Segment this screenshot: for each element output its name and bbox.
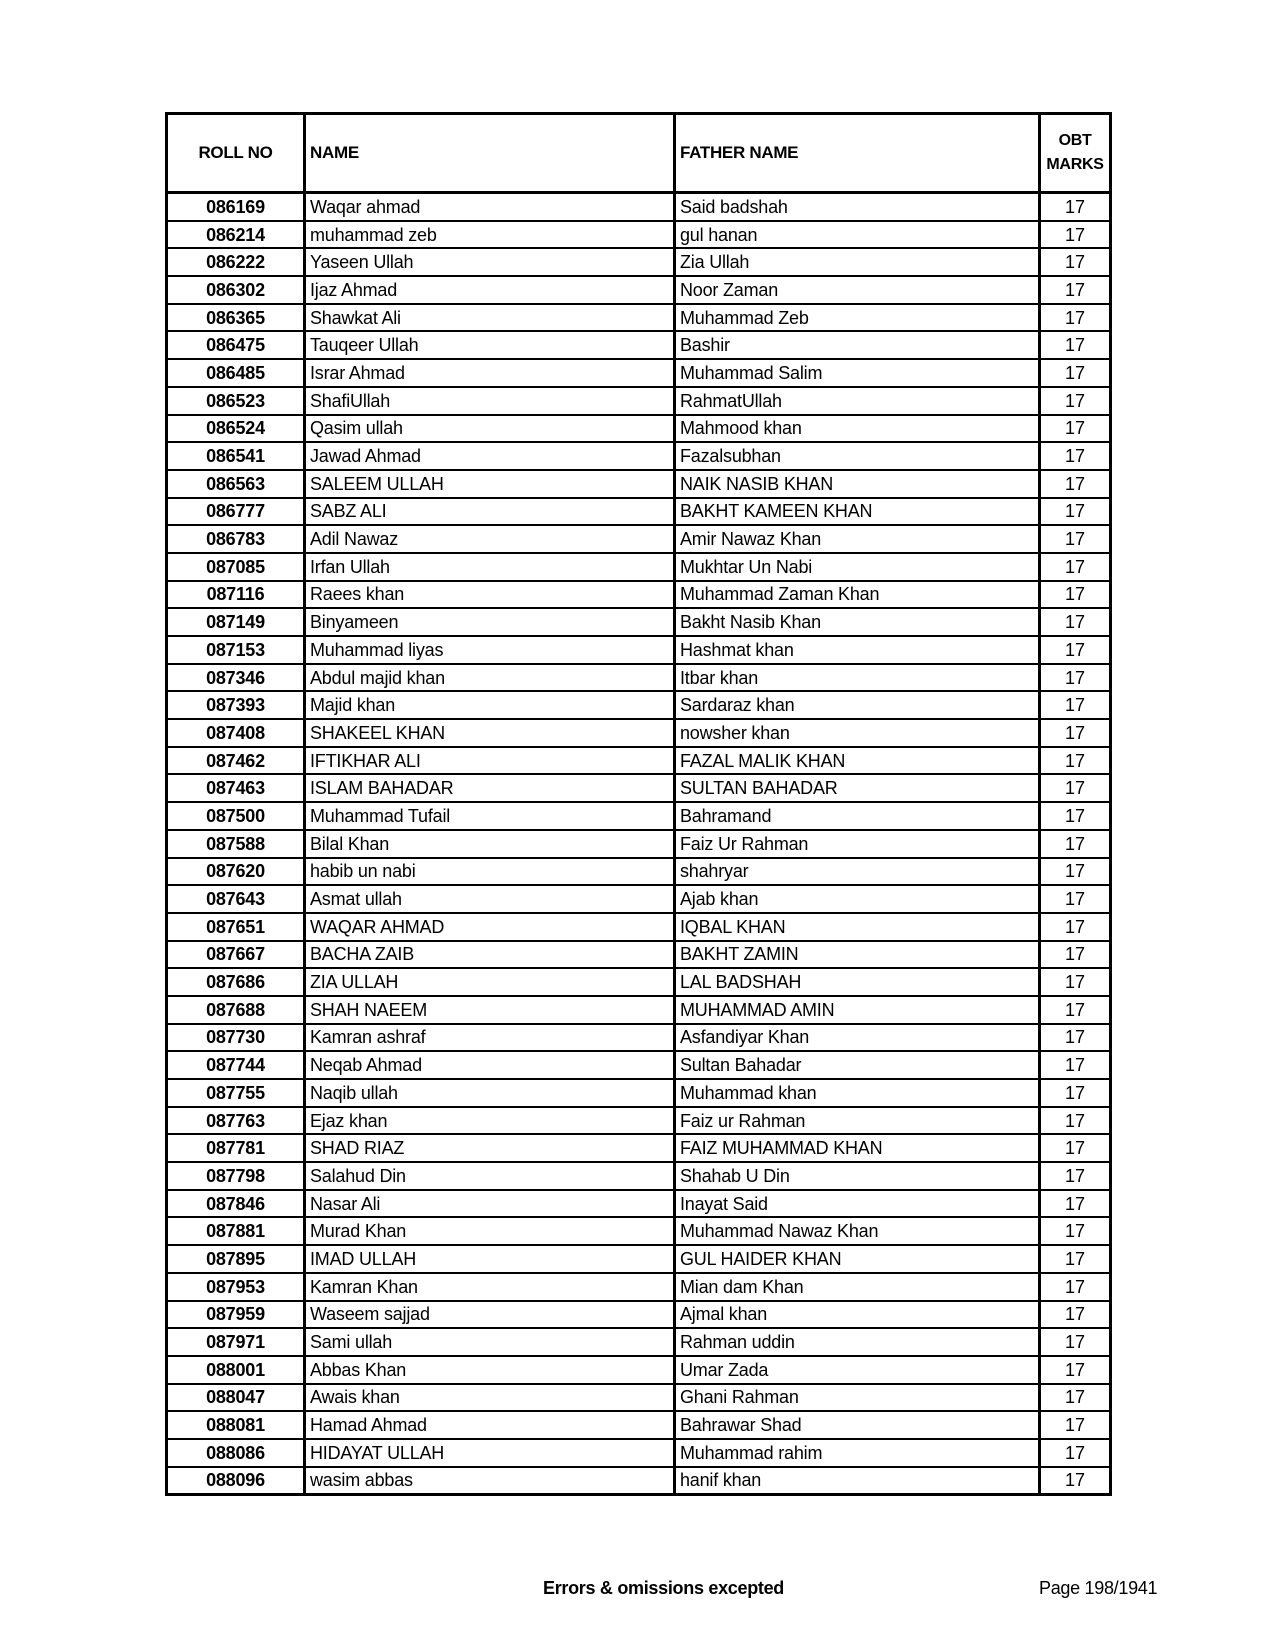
- table-row: [167, 858, 1111, 886]
- obt-marks-cell: 17: [1040, 1301, 1111, 1329]
- roll-no-cell: 086485: [167, 359, 305, 387]
- name-cell: Ejaz khan: [305, 1107, 675, 1135]
- name-cell: SHAH NAEEM: [305, 996, 675, 1024]
- obt-marks-cell: 17: [1040, 581, 1111, 609]
- roll-no-cell: 087463: [167, 774, 305, 802]
- roll-no-cell: 087781: [167, 1134, 305, 1162]
- roll-no-cell: 087971: [167, 1328, 305, 1356]
- obt-marks-cell: 17: [1040, 1467, 1111, 1495]
- obt-marks-cell: 17: [1040, 858, 1111, 886]
- roll-no-cell: 087686: [167, 968, 305, 996]
- obt-marks-cell: 17: [1040, 636, 1111, 664]
- roll-no-cell: 087953: [167, 1273, 305, 1301]
- header-obt-marks-line2: MARKS: [1046, 156, 1104, 173]
- father-name-cell: Itbar khan: [675, 664, 1040, 692]
- table-row: [167, 1051, 1111, 1079]
- roll-no-cell: 086777: [167, 498, 305, 526]
- roll-no-cell: 087744: [167, 1051, 305, 1079]
- table-row: [167, 553, 1111, 581]
- obt-marks-cell: 17: [1040, 442, 1111, 470]
- father-name-cell: Umar Zada: [675, 1356, 1040, 1384]
- father-name-cell: IQBAL KHAN: [675, 913, 1040, 941]
- table-body: [167, 193, 1111, 1495]
- obt-marks-cell: 17: [1040, 747, 1111, 775]
- table-row: [167, 1107, 1111, 1135]
- table-row: [167, 304, 1111, 332]
- table-row: [167, 1217, 1111, 1245]
- father-name-cell: Zia Ullah: [675, 248, 1040, 276]
- roll-no-cell: 086365: [167, 304, 305, 332]
- table-row: [167, 193, 1111, 221]
- name-cell: SHAKEEL KHAN: [305, 719, 675, 747]
- roll-no-cell: 087153: [167, 636, 305, 664]
- name-cell: Binyameen: [305, 608, 675, 636]
- roll-no-cell: 086214: [167, 221, 305, 249]
- table-row: [167, 1467, 1111, 1495]
- table-row: [167, 885, 1111, 913]
- obt-marks-cell: 17: [1040, 498, 1111, 526]
- father-name-cell: Muhammad rahim: [675, 1439, 1040, 1467]
- obt-marks-cell: 17: [1040, 359, 1111, 387]
- table-row: [167, 387, 1111, 415]
- table-row: [167, 1024, 1111, 1052]
- name-cell: Hamad Ahmad: [305, 1411, 675, 1439]
- table-header: [167, 114, 1111, 193]
- table-row: [167, 941, 1111, 969]
- obt-marks-cell: 17: [1040, 1107, 1111, 1135]
- table-row: [167, 747, 1111, 775]
- obt-marks-cell: 17: [1040, 276, 1111, 304]
- name-cell: IFTIKHAR ALI: [305, 747, 675, 775]
- roll-no-cell: 086169: [167, 193, 305, 221]
- name-cell: SABZ ALI: [305, 498, 675, 526]
- father-name-cell: Faiz ur Rahman: [675, 1107, 1040, 1135]
- table-row: [167, 774, 1111, 802]
- table-row: [167, 830, 1111, 858]
- roll-no-cell: 086475: [167, 331, 305, 359]
- obt-marks-cell: 17: [1040, 387, 1111, 415]
- obt-marks-cell: 17: [1040, 996, 1111, 1024]
- table-row: [167, 248, 1111, 276]
- table-row: [167, 1328, 1111, 1356]
- father-name-cell: BAKHT ZAMIN: [675, 941, 1040, 969]
- header-row: [167, 114, 1111, 193]
- name-cell: Waqar ahmad: [305, 193, 675, 221]
- father-name-cell: LAL BADSHAH: [675, 968, 1040, 996]
- father-name-cell: Sardaraz khan: [675, 691, 1040, 719]
- father-name-cell: Muhammad Zaman Khan: [675, 581, 1040, 609]
- obt-marks-cell: 17: [1040, 664, 1111, 692]
- table-row: [167, 331, 1111, 359]
- name-cell: Raees khan: [305, 581, 675, 609]
- obt-marks-cell: 17: [1040, 248, 1111, 276]
- roll-no-cell: 086541: [167, 442, 305, 470]
- father-name-cell: Mian dam Khan: [675, 1273, 1040, 1301]
- obt-marks-cell: 17: [1040, 193, 1111, 221]
- roll-no-cell: 087959: [167, 1301, 305, 1329]
- obt-marks-cell: 17: [1040, 1411, 1111, 1439]
- table-row: [167, 415, 1111, 443]
- roll-no-cell: 086563: [167, 470, 305, 498]
- name-cell: Neqab Ahmad: [305, 1051, 675, 1079]
- roll-no-cell: 087085: [167, 553, 305, 581]
- father-name-cell: Mukhtar Un Nabi: [675, 553, 1040, 581]
- name-cell: wasim abbas: [305, 1467, 675, 1495]
- father-name-cell: NAIK NASIB KHAN: [675, 470, 1040, 498]
- father-name-cell: Bakht Nasib Khan: [675, 608, 1040, 636]
- roll-no-cell: 087730: [167, 1024, 305, 1052]
- header-name: NAME: [305, 114, 675, 193]
- roll-no-cell: 087881: [167, 1217, 305, 1245]
- name-cell: Abbas Khan: [305, 1356, 675, 1384]
- table-row: [167, 581, 1111, 609]
- roll-no-cell: 087643: [167, 885, 305, 913]
- table-row: [167, 1079, 1111, 1107]
- name-cell: SALEEM ULLAH: [305, 470, 675, 498]
- obt-marks-cell: 17: [1040, 1273, 1111, 1301]
- name-cell: Jawad Ahmad: [305, 442, 675, 470]
- obt-marks-cell: 17: [1040, 1051, 1111, 1079]
- table-row: [167, 525, 1111, 553]
- obt-marks-cell: 17: [1040, 1328, 1111, 1356]
- name-cell: Salahud Din: [305, 1162, 675, 1190]
- table-row: [167, 1384, 1111, 1412]
- table-row: [167, 1411, 1111, 1439]
- table-row: [167, 719, 1111, 747]
- table-row: [167, 442, 1111, 470]
- obt-marks-cell: 17: [1040, 1079, 1111, 1107]
- roll-no-cell: 086524: [167, 415, 305, 443]
- roll-no-cell: 087895: [167, 1245, 305, 1273]
- roll-no-cell: 087393: [167, 691, 305, 719]
- results-table: [165, 112, 1112, 1496]
- father-name-cell: Bahrawar Shad: [675, 1411, 1040, 1439]
- name-cell: Bilal Khan: [305, 830, 675, 858]
- father-name-cell: shahryar: [675, 858, 1040, 886]
- roll-no-cell: 086523: [167, 387, 305, 415]
- roll-no-cell: 087667: [167, 941, 305, 969]
- footer-disclaimer: Errors & omissions excepted: [543, 1578, 784, 1598]
- father-name-cell: Rahman uddin: [675, 1328, 1040, 1356]
- roll-no-cell: 087588: [167, 830, 305, 858]
- roll-no-cell: 088096: [167, 1467, 305, 1495]
- father-name-cell: nowsher khan: [675, 719, 1040, 747]
- father-name-cell: FAIZ MUHAMMAD KHAN: [675, 1134, 1040, 1162]
- roll-no-cell: 087620: [167, 858, 305, 886]
- table-row: [167, 968, 1111, 996]
- roll-no-cell: 086222: [167, 248, 305, 276]
- obt-marks-cell: 17: [1040, 331, 1111, 359]
- name-cell: BACHA ZAIB: [305, 941, 675, 969]
- father-name-cell: Ajab khan: [675, 885, 1040, 913]
- table-row: [167, 913, 1111, 941]
- obt-marks-cell: 17: [1040, 913, 1111, 941]
- obt-marks-cell: 17: [1040, 1162, 1111, 1190]
- name-cell: ISLAM BAHADAR: [305, 774, 675, 802]
- table-row: [167, 359, 1111, 387]
- father-name-cell: Fazalsubhan: [675, 442, 1040, 470]
- father-name-cell: RahmatUllah: [675, 387, 1040, 415]
- father-name-cell: BAKHT KAMEEN KHAN: [675, 498, 1040, 526]
- father-name-cell: Sultan Bahadar: [675, 1051, 1040, 1079]
- table-row: [167, 691, 1111, 719]
- name-cell: Murad Khan: [305, 1217, 675, 1245]
- roll-no-cell: 086783: [167, 525, 305, 553]
- obt-marks-cell: 17: [1040, 415, 1111, 443]
- roll-no-cell: 086302: [167, 276, 305, 304]
- obt-marks-cell: 17: [1040, 830, 1111, 858]
- roll-no-cell: 087651: [167, 913, 305, 941]
- father-name-cell: Ajmal khan: [675, 1301, 1040, 1329]
- name-cell: habib un nabi: [305, 858, 675, 886]
- obt-marks-cell: 17: [1040, 608, 1111, 636]
- header-obt-marks-line1: OBT: [1058, 132, 1092, 149]
- name-cell: Sami ullah: [305, 1328, 675, 1356]
- table-row: [167, 664, 1111, 692]
- roll-no-cell: 088086: [167, 1439, 305, 1467]
- roll-no-cell: 088047: [167, 1384, 305, 1412]
- name-cell: Ijaz Ahmad: [305, 276, 675, 304]
- name-cell: Muhammad liyas: [305, 636, 675, 664]
- roll-no-cell: 087798: [167, 1162, 305, 1190]
- table-row: [167, 470, 1111, 498]
- father-name-cell: SULTAN BAHADAR: [675, 774, 1040, 802]
- obt-marks-cell: 17: [1040, 304, 1111, 332]
- table-row: [167, 1245, 1111, 1273]
- name-cell: HIDAYAT ULLAH: [305, 1439, 675, 1467]
- table-row: [167, 636, 1111, 664]
- father-name-cell: MUHAMMAD AMIN: [675, 996, 1040, 1024]
- header-obt-marks: [1040, 114, 1111, 193]
- table-row: [167, 1190, 1111, 1218]
- obt-marks-cell: 17: [1040, 968, 1111, 996]
- name-cell: Naqib ullah: [305, 1079, 675, 1107]
- obt-marks-cell: 17: [1040, 525, 1111, 553]
- roll-no-cell: 087116: [167, 581, 305, 609]
- obt-marks-cell: 17: [1040, 774, 1111, 802]
- roll-no-cell: 087763: [167, 1107, 305, 1135]
- father-name-cell: GUL HAIDER KHAN: [675, 1245, 1040, 1273]
- obt-marks-cell: 17: [1040, 941, 1111, 969]
- table-row: [167, 802, 1111, 830]
- obt-marks-cell: 17: [1040, 221, 1111, 249]
- obt-marks-cell: 17: [1040, 885, 1111, 913]
- obt-marks-cell: 17: [1040, 691, 1111, 719]
- father-name-cell: Said badshah: [675, 193, 1040, 221]
- roll-no-cell: 088001: [167, 1356, 305, 1384]
- roll-no-cell: 087149: [167, 608, 305, 636]
- roll-no-cell: 087462: [167, 747, 305, 775]
- obt-marks-cell: 17: [1040, 1439, 1111, 1467]
- father-name-cell: Mahmood khan: [675, 415, 1040, 443]
- obt-marks-cell: 17: [1040, 1384, 1111, 1412]
- father-name-cell: Bashir: [675, 331, 1040, 359]
- obt-marks-cell: 17: [1040, 719, 1111, 747]
- header-father-name: FATHER NAME: [675, 114, 1040, 193]
- name-cell: Kamran ashraf: [305, 1024, 675, 1052]
- name-cell: Awais khan: [305, 1384, 675, 1412]
- father-name-cell: Muhammad khan: [675, 1079, 1040, 1107]
- roll-no-cell: 087500: [167, 802, 305, 830]
- roll-no-cell: 087688: [167, 996, 305, 1024]
- roll-no-cell: 088081: [167, 1411, 305, 1439]
- name-cell: ShafiUllah: [305, 387, 675, 415]
- name-cell: muhammad zeb: [305, 221, 675, 249]
- name-cell: Waseem sajjad: [305, 1301, 675, 1329]
- obt-marks-cell: 17: [1040, 1217, 1111, 1245]
- name-cell: ZIA ULLAH: [305, 968, 675, 996]
- father-name-cell: Amir Nawaz Khan: [675, 525, 1040, 553]
- father-name-cell: FAZAL MALIK KHAN: [675, 747, 1040, 775]
- table-row: [167, 1301, 1111, 1329]
- name-cell: Nasar Ali: [305, 1190, 675, 1218]
- name-cell: Abdul majid khan: [305, 664, 675, 692]
- name-cell: Irfan Ullah: [305, 553, 675, 581]
- table-row: [167, 1439, 1111, 1467]
- header-roll-no: ROLL NO: [167, 114, 305, 193]
- obt-marks-cell: 17: [1040, 553, 1111, 581]
- father-name-cell: Noor Zaman: [675, 276, 1040, 304]
- name-cell: IMAD ULLAH: [305, 1245, 675, 1273]
- roll-no-cell: 087755: [167, 1079, 305, 1107]
- father-name-cell: Asfandiyar Khan: [675, 1024, 1040, 1052]
- father-name-cell: Ghani Rahman: [675, 1384, 1040, 1412]
- roll-no-cell: 087846: [167, 1190, 305, 1218]
- obt-marks-cell: 17: [1040, 470, 1111, 498]
- name-cell: Adil Nawaz: [305, 525, 675, 553]
- obt-marks-cell: 17: [1040, 1134, 1111, 1162]
- roll-no-cell: 087346: [167, 664, 305, 692]
- page-number: Page 198/1941: [1039, 1578, 1158, 1598]
- obt-marks-cell: 17: [1040, 802, 1111, 830]
- table-row: [167, 608, 1111, 636]
- table-row: [167, 1162, 1111, 1190]
- name-cell: Yaseen Ullah: [305, 248, 675, 276]
- father-name-cell: Hashmat khan: [675, 636, 1040, 664]
- table-row: [167, 1134, 1111, 1162]
- roll-no-cell: 087408: [167, 719, 305, 747]
- name-cell: Muhammad Tufail: [305, 802, 675, 830]
- name-cell: SHAD RIAZ: [305, 1134, 675, 1162]
- table-row: [167, 276, 1111, 304]
- father-name-cell: Muhammad Salim: [675, 359, 1040, 387]
- table-row: [167, 221, 1111, 249]
- table-row: [167, 498, 1111, 526]
- name-cell: Shawkat Ali: [305, 304, 675, 332]
- father-name-cell: Faiz Ur Rahman: [675, 830, 1040, 858]
- father-name-cell: Shahab U Din: [675, 1162, 1040, 1190]
- obt-marks-cell: 17: [1040, 1356, 1111, 1384]
- name-cell: Asmat ullah: [305, 885, 675, 913]
- father-name-cell: Inayat Said: [675, 1190, 1040, 1218]
- father-name-cell: hanif khan: [675, 1467, 1040, 1495]
- name-cell: Majid khan: [305, 691, 675, 719]
- name-cell: Kamran Khan: [305, 1273, 675, 1301]
- table-row: [167, 996, 1111, 1024]
- table-row: [167, 1273, 1111, 1301]
- father-name-cell: Muhammad Zeb: [675, 304, 1040, 332]
- table-row: [167, 1356, 1111, 1384]
- obt-marks-cell: 17: [1040, 1190, 1111, 1218]
- obt-marks-cell: 17: [1040, 1024, 1111, 1052]
- father-name-cell: gul hanan: [675, 221, 1040, 249]
- father-name-cell: Bahramand: [675, 802, 1040, 830]
- father-name-cell: Muhammad Nawaz Khan: [675, 1217, 1040, 1245]
- obt-marks-cell: 17: [1040, 1245, 1111, 1273]
- name-cell: Qasim ullah: [305, 415, 675, 443]
- name-cell: Tauqeer Ullah: [305, 331, 675, 359]
- name-cell: WAQAR AHMAD: [305, 913, 675, 941]
- name-cell: Israr Ahmad: [305, 359, 675, 387]
